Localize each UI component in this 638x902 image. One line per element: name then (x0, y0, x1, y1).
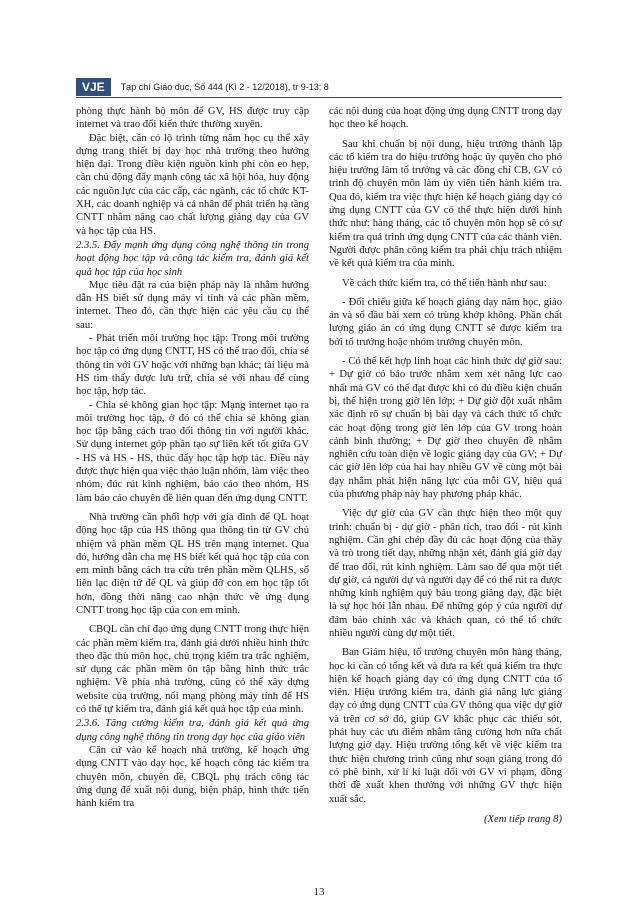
paragraph: phòng thực hành bộ môn để GV, HS được truy cập internet và trao đổi kiến thức thường xuyên. (76, 106, 309, 131)
continued-note: (Xem tiếp trang 8) (484, 813, 562, 825)
section-heading: 2.3.6. Tăng cường kiểm tra, đánh giá kết quả ứng dụng công nghệ thông tin trong dạy học của giáo viên (76, 718, 309, 743)
page-number: 13 (313, 886, 325, 898)
paragraph: Việc dự giờ của GV cần thực hiện theo một quy trình: chuẩn bị - dự giờ - phân tích, trao đổi - rút kinh nghiệm. Cần ghi chép đầy đủ các hoạt động của thầy và trò trong tiết dạy, những nhận xét, đánh giá giờ dạy để trao đổi, rút kinh nghiệm. Làm sao để qua một tiết dự giờ, cả người dự và người dạy để có thể rút ra được những kinh nghiệm quý báu trong giảng dạy, đặc biệt là sự học hỏi lẫn nhau. Để những góp ý của người dự đảm bảo chính xác và khách quan, có thể tổ chức nhiều người cùng dự một tiết. (329, 508, 562, 639)
left-column (76, 105, 309, 810)
journal-citation: Tạp chí Giáo dục, Số 444 (Kì 2 - 12/2018), tr 9-13; 8 (120, 82, 329, 92)
paragraph: Về cách thức kiểm tra, có thể tiến hành như sau: (342, 277, 547, 289)
paragraph: Mục tiêu đặt ra của biện pháp này là nhằm hướng dẫn HS biết sử dụng máy vi tính và các phần mềm, internet. Theo đó, cần thực hiện các yêu cầu cụ thể sau: (76, 279, 309, 331)
paragraph: Nhà trường cần phối hợp với gia đình để QL hoạt động học tập của HS thông qua thông tin từ GV chủ nhiệm và phần mềm QL HS trên mạng internet. Qua đó, hướng dẫn cha mẹ HS biết kết quả học tập của con em mình bằng cách tra cứu trên phần mềm QLHS, sổ liên lạc điện tử để QL và giúp đỡ con em học tập tốt hơn, đồng thời nâng cao nhận thức về ứng dụng CNTT trong học tập của con em mình. (76, 511, 309, 616)
paragraph: các nội dung của hoạt động ứng dụng CNTT trong dạy học theo kế hoạch. (329, 106, 562, 131)
paragraph: Đặc biệt, cần có lộ trình từng năm học cụ thể xây dựng trang thiết bị dạy học nhà trường theo hướng hiện đại. Trong điều kiện nguồn kinh phí còn eo hẹp, cần chủ động đẩy mạnh công tác xã hội hóa, huy động các nguồn lực của các cấp, các ngành, các tổ chức KT-XH, các doanh nghiệp và cá nhân để phát triển hạ tầng CNTT nhằm nâng cao chất lượng giảng dạy của GV và học tập của HS. (76, 132, 309, 237)
paragraph: CBQL cần chỉ đạo ứng dụng CNTT trong thực hiện các phần mềm kiểm tra, đánh giá dưới nhiều hình thức theo đặc thù môn học, chủ trọng kiểm tra trắc nghiệm, sử dụng các phần mềm ôn tập bằng hình thức trắc nghiệm. Về phía nhà trường, cũng có thể xây dựng website của trường, nối mạng phòng máy tính để HS có thể tự kiểm tra, đánh giá kết quả học tập của mình. (76, 624, 309, 716)
paragraph: - Có thể kết hợp linh hoạt các hình thức dự giờ sau: + Dự giờ có báo trước nhằm xem xét năng lực cao nhất mà GV có thể đạt được khi có đủ điều kiện chuẩn bị, thể hiện trong giờ lên lớp; + Dự giờ đột xuất nhằm xác định rõ sự chuẩn bị bài dạy và cách thức tổ chức các hoạt động trong giờ lên lớp của GV trong hoàn cảnh bình thường; + Dự giờ theo chuyên đề nhằm nghiên cứu toàn diện về logic giảng dạy của GV; + Dự các giờ lên lớp của hai hay nhiều GV về cùng một bài dạy nhằm phát hiện năng lực của mỗi GV, hiệu quả của phương pháp này hay phương pháp khác. (329, 356, 562, 501)
paragraph: - Chia sẻ không gian học tập: Mạng internet tạo ra môi trường học tập, ở đó có thể chia sẻ không gian học tập bằng cách trao đổi thông tin với người khác. Sử dụng internet góp phần tạo sự liên kết tốt giữa GV - HS và HS - HS, thúc đẩy học tập hợp tác. Điều này được thực hiện qua việc thảo luận nhóm, làm việc theo nhóm, đúc rút kinh nghiệm, báo cáo theo nhóm, HS làm báo cáo chuyên đề liên quan đến ứng dụng CNTT. (76, 399, 309, 504)
paragraph: Ban Giám hiệu, tổ trưởng chuyên môn hàng tháng, học kì cần có tổng kết và đưa ra kết quả kiểm tra thực hiện kế hoạch giảng dạy có ứng dụng CNTT của tổ viên. Hiệu trưởng kiểm tra, đánh giá năng lực giảng dạy có ứng dụng CNTT của GV thông qua việc dự giờ và trên cơ sở đó, giúp GV khắc phục các thiếu sót, phát huy các ưu điểm nhằm tăng cường hơn nữa chất lượng giờ dạy. Hiệu trưởng tổng kết về việc kiểm tra thực hiện chương trình cũng như soạn giảng trong đó có phê bình, xử lí kỉ luật đối với GV vi phạm, đồng thời đề xuất khen thưởng với những GV thực hiện xuất sắc. (329, 647, 562, 805)
header-divider (76, 97, 562, 98)
right-column (329, 105, 562, 826)
journal-logo: VJE (76, 78, 111, 96)
paragraph: Sau khi chuẩn bị nội dung, hiệu trưởng thành lập các tổ kiểm tra do hiệu trưởng hoặc ủy quyền cho phó hiệu trưởng làm tổ trưởng và các đồng chí CB, GV có trình độ chuyên môn làm ủy viên tiến hành kiểm tra. Qua đó, kiểm tra việc thực hiện kế hoạch giảng dạy có ứng dụng CNTT của GV có thể thực hiện dưới hình thức như: hàng tháng, các tổ chuyên môn họp sẽ có sự kiểm tra quá trình ứng dụng CNTT của các thành viên. Người được phân công kiểm tra phải chịu trách nhiệm về kết quả kiểm tra của mình. (329, 138, 562, 270)
paragraph: - Phát triển môi trường học tập: Trong môi trường học tập có ứng dụng CNTT, HS có thể trao đổi, chia sẻ thông tin với GV hoặc với những bạn khác; tài liệu mà HS tìm thấy được lưu trữ, chia sẻ với nhau để cùng học tập, hợp tác. (76, 333, 309, 398)
page-header (76, 78, 562, 96)
section-heading: 2.3.5. Đẩy mạnh ứng dụng công nghệ thông tin trong hoạt động học tập và công tác kiểm tra, đánh giá kết quả học tập của học sinh (76, 239, 309, 278)
paragraph: - Đối chiếu giữa kế hoạch giảng dạy năm học, giáo án và sổ đầu bài xem có trùng khớp không. Phần chất lượng giáo án có ứng dụng CNTT sẽ được kiểm tra bởi tổ trưởng hoặc nhóm trưởng chuyên môn. (329, 296, 562, 348)
paragraph: Căn cứ vào kế hoạch nhà trường, kế hoạch ứng dụng CNTT vào dạy học, kế hoạch công tác kiểm tra chuyên môn, chuyên đề, CBQL phụ trách công tác ứng dụng để xuất nội dung, biện pháp, hình thức tiến hành kiểm tra (76, 744, 309, 810)
